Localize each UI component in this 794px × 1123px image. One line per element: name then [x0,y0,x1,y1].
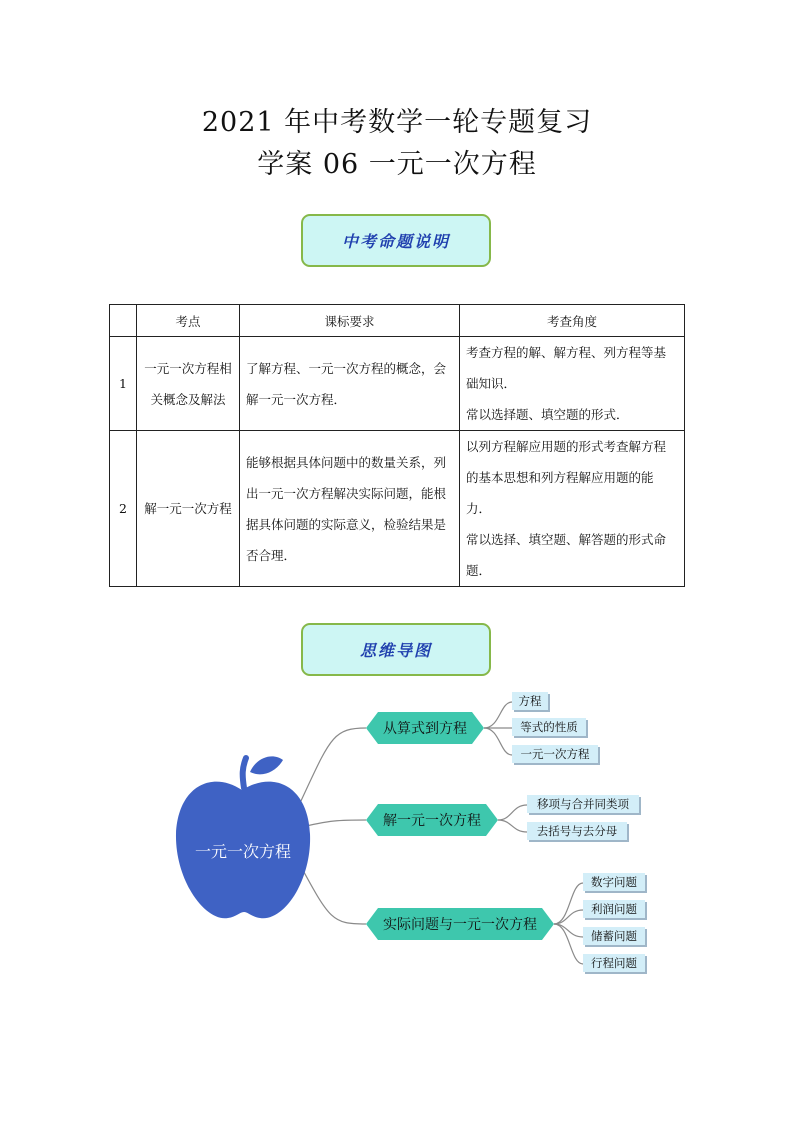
section-banner-exam-description: 中考命题说明 [301,214,491,267]
document-title: 2021 年中考数学一轮专题复习 [201,107,593,138]
branch-label: 解一元一次方程 [383,813,481,829]
leaf-label: 一元一次方程 [520,747,590,761]
leaf-label: 数字问题 [591,875,637,889]
row-requirement: 能够根据具体问题中的数量关系，列出一元一次方程解决实际问题，能根据具体问题的实际意义，检验结果是否合理． [240,431,460,587]
table-header-requirement: 课标要求 [240,305,460,337]
leaf-label: 行程问题 [591,956,637,970]
row-point: 一元一次方程相关概念及解法 [137,337,240,431]
leaf-node [583,900,647,920]
apple-root-node [176,756,310,918]
section-banner-mind-map: 思维导图 [301,623,491,676]
apple-leaf-icon [250,756,283,774]
table-header-angle: 考查角度 [460,305,685,337]
apple-root-label: 一元一次方程 [194,842,292,861]
row-angle-line: 以列方程解应用题的形式考查解方程的基本思想和列方程解应用题的能力． [466,439,667,516]
branch-label: 从算式到方程 [383,721,467,737]
leaf-label: 等式的性质 [520,720,578,734]
row-index: 1 [110,337,137,431]
leaf-node [583,954,647,974]
leaf-node [583,873,647,893]
leaf-label: 移项与合并同类项 [537,797,629,811]
branch-node [366,712,484,744]
leaf-label: 去括号与去分母 [536,824,618,838]
table-header-point: 考点 [137,305,240,337]
leaf-node [512,718,588,738]
document-subtitle: 学案 06 一元一次方程 [257,149,537,180]
branch-node [366,908,554,940]
row-angle-line: 考查方程的解、解方程、列方程等基础知识． [466,345,667,391]
leaf-node [583,927,647,947]
branch-label: 实际问题与一元一次方程 [383,917,537,933]
row-point: 解一元一次方程 [137,431,240,587]
leaf-label: 方程 [518,694,542,708]
leaf-node [527,822,629,842]
row-angle-line: 常以选择、填空题、解答题的形式命题． [466,532,667,578]
row-requirement: 了解方程、一元一次方程的概念，会解一元一次方程． [240,337,460,431]
branch-node [366,804,498,836]
leaf-node [512,745,600,765]
apple-stem [243,758,246,788]
leaf-label: 储蓄问题 [591,929,637,943]
leaf-node [512,692,550,712]
row-angle-line: 常以选择题、填空题的形式． [466,407,629,422]
leaf-node [527,795,641,815]
row-index: 2 [110,431,137,587]
leaf-label: 利润问题 [591,902,637,916]
